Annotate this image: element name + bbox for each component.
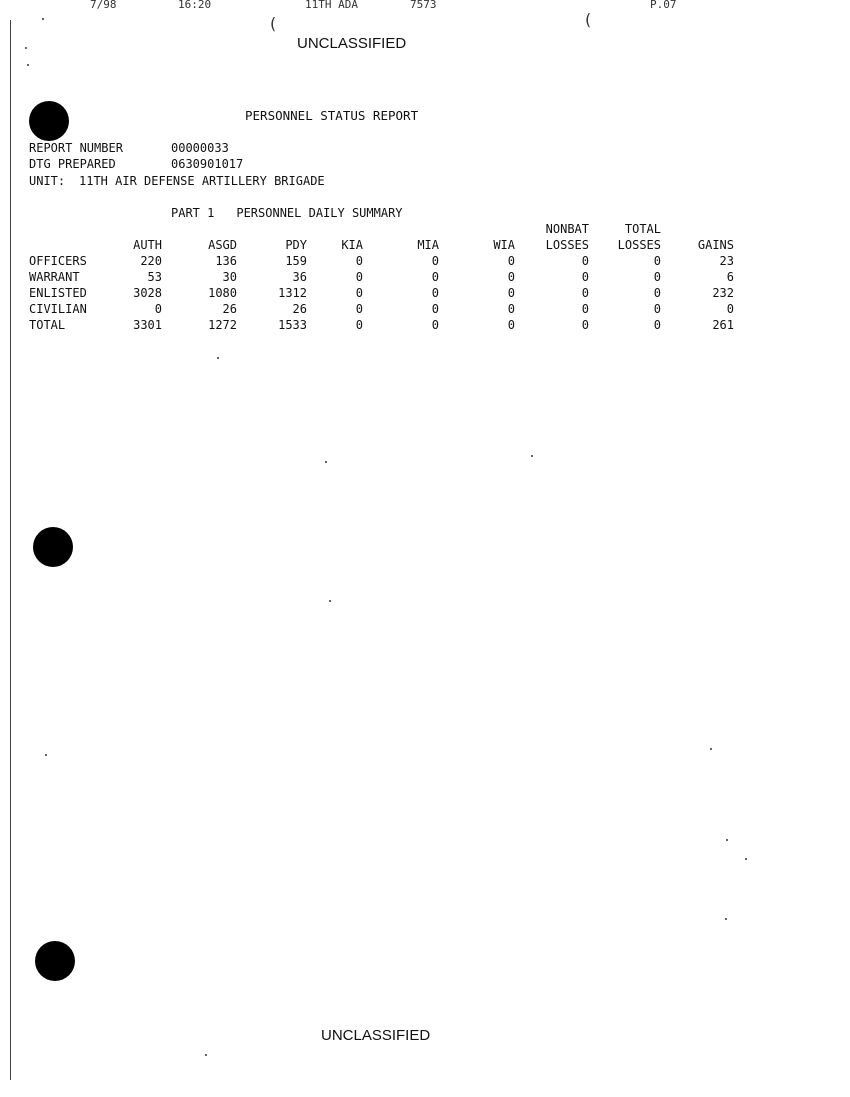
table-cell: 0 [653,254,661,268]
punch-hole [29,101,69,141]
scan-speck [25,47,27,49]
table-cell: 0 [355,302,363,316]
table-cell: 23 [719,254,734,268]
table-body [29,253,734,333]
table-cell: 261 [712,318,734,332]
table-cell: 0 [653,318,661,332]
fax-time: 16:20 [178,0,212,11]
table-cell: 26 [292,302,307,316]
table-cell: 220 [140,254,162,268]
classification-top: UNCLASSIFIED [297,35,407,52]
table-cell: 0 [431,270,439,284]
table-cell: 1272 [208,318,237,332]
scan-speck [325,461,327,463]
col-kia: KIA [341,238,363,252]
fax-page: P.07 [650,0,677,11]
part-heading [171,206,403,220]
col-pdy: PDY [285,238,307,252]
table-cell: 0 [653,302,661,316]
table-cell: 0 [355,318,363,332]
table-cell: 1312 [278,286,307,300]
row-label: OFFICERS [29,254,87,268]
table-row [29,253,734,269]
table-cell: 159 [285,254,307,268]
scan-speck [710,748,712,750]
scan-mark: ( [585,10,592,29]
punch-hole [35,941,75,981]
col-mia: MIA [417,238,439,252]
col-gains: GAINS [697,238,734,252]
table-cell: 0 [726,302,734,316]
col-nonbat-losses: NONBAT LOSSES [545,222,589,252]
unit-value: 11TH AIR DEFENSE ARTILLERY BRIGADE [79,174,325,188]
scan-speck [205,1054,207,1056]
col-wia: WIA [493,238,515,252]
table-cell: 232 [712,286,734,300]
table-cell: 53 [147,270,162,284]
table-cell: 26 [222,302,237,316]
page-edge-line [10,20,11,1080]
unit-line [29,174,325,188]
table-row [29,301,734,317]
table-cell: 0 [507,254,515,268]
table-cell: 0 [581,286,589,300]
report-number-label: REPORT NUMBER [29,141,123,155]
unit-label: UNIT: [29,174,66,188]
table-cell: 0 [581,318,589,332]
table-cell: 0 [507,302,515,316]
table-cell: 0 [154,302,162,316]
row-label: WARRANT [29,270,80,284]
report-number-line [29,141,229,155]
fax-date: 7/98 [90,0,117,11]
fax-code: 7573 [410,0,437,11]
dtg-line [29,157,244,171]
table-row [29,317,734,333]
scan-mark: ( [270,14,277,33]
table-cell: 30 [222,270,237,284]
table-cell: 0 [581,270,589,284]
dtg-value: 0630901017 [171,157,244,171]
table-row [29,269,734,285]
scan-speck [726,839,728,841]
table-row [29,285,734,301]
row-label: TOTAL [29,318,66,332]
classification-bottom: UNCLASSIFIED [321,1027,431,1044]
personnel-summary-table [29,221,734,333]
table-cell: 0 [431,254,439,268]
scan-speck [745,858,747,860]
table-cell: 36 [292,270,307,284]
table-cell: 0 [431,286,439,300]
dtg-label: DTG PREPARED [29,157,116,171]
scan-speck [329,600,331,602]
table-cell: 0 [431,318,439,332]
table-cell: 0 [355,270,363,284]
table-cell: 0 [355,254,363,268]
scan-speck [42,18,44,20]
scan-speck [217,357,219,359]
table-cell: 136 [215,254,237,268]
table-cell: 3301 [133,318,162,332]
col-asgd: ASGD [208,238,237,252]
table-cell: 0 [507,318,515,332]
row-label: ENLISTED [29,286,87,300]
part-label: PART 1 [171,206,215,220]
table-cell: 6 [726,270,734,284]
scan-speck [27,64,29,66]
table-cell: 3028 [133,286,162,300]
table-cell: 1080 [208,286,237,300]
scan-speck [45,754,47,756]
scan-speck [531,455,533,457]
part-title: PERSONNEL DAILY SUMMARY [236,206,403,220]
table-cell: 0 [581,302,589,316]
table-cell: 0 [507,286,515,300]
table-cell: 0 [355,286,363,300]
table-cell: 0 [653,270,661,284]
col-auth: AUTH [133,238,162,252]
table-cell: 0 [653,286,661,300]
report-number: 00000033 [171,141,229,155]
report-title: PERSONNEL STATUS REPORT [245,108,419,123]
table-cell: 0 [507,270,515,284]
row-label-header [29,221,109,253]
table-cell: 0 [581,254,589,268]
scan-speck [725,918,727,920]
punch-hole [33,527,73,567]
fax-sender: 11TH ADA [305,0,358,11]
table-cell: 0 [431,302,439,316]
row-label: CIVILIAN [29,302,87,316]
col-total-losses: TOTAL LOSSES [617,222,661,252]
table-cell: 1533 [278,318,307,332]
fax-header [0,0,850,14]
table-header-row [29,221,734,253]
